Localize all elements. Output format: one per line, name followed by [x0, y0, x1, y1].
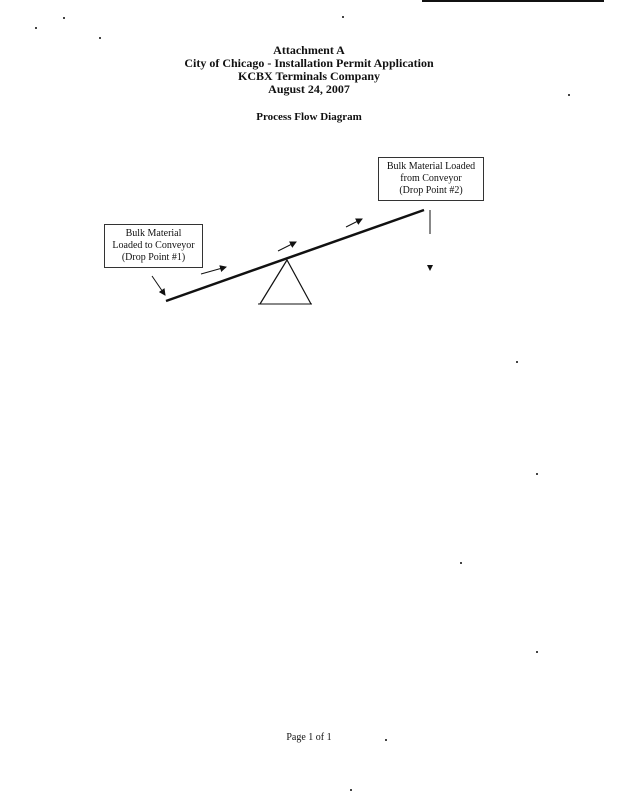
- conveyor-belt: [166, 210, 424, 301]
- flow-arrow: [346, 219, 362, 227]
- conveyor-support: [260, 260, 311, 304]
- box1-line3: (Drop Point #1): [121, 252, 186, 263]
- drop-point-2-arrowhead: [427, 265, 433, 271]
- box1-line1: Bulk Material: [125, 228, 182, 239]
- box2-line2: from Conveyor: [400, 173, 462, 184]
- application-title: City of Chicago - Installation Permit Application: [184, 56, 434, 70]
- drop-point-1-box: [104, 224, 203, 268]
- document-date: August 24, 2007: [268, 82, 350, 96]
- drop-point-2-box: [378, 157, 484, 201]
- diagram-title: Process Flow Diagram: [256, 111, 362, 123]
- page-number: Page 1 of 1: [286, 732, 332, 743]
- drop-point-1-arrow: [152, 276, 165, 295]
- company-name: KCBX Terminals Company: [237, 69, 381, 83]
- attachment-label: Attachment A: [273, 43, 345, 57]
- box1-line2: Loaded to Conveyor: [112, 240, 195, 251]
- flow-arrow: [278, 242, 296, 251]
- box2-line3: (Drop Point #2): [399, 185, 463, 196]
- box2-line1: Bulk Material Loaded: [386, 161, 476, 172]
- flow-arrow: [201, 267, 226, 274]
